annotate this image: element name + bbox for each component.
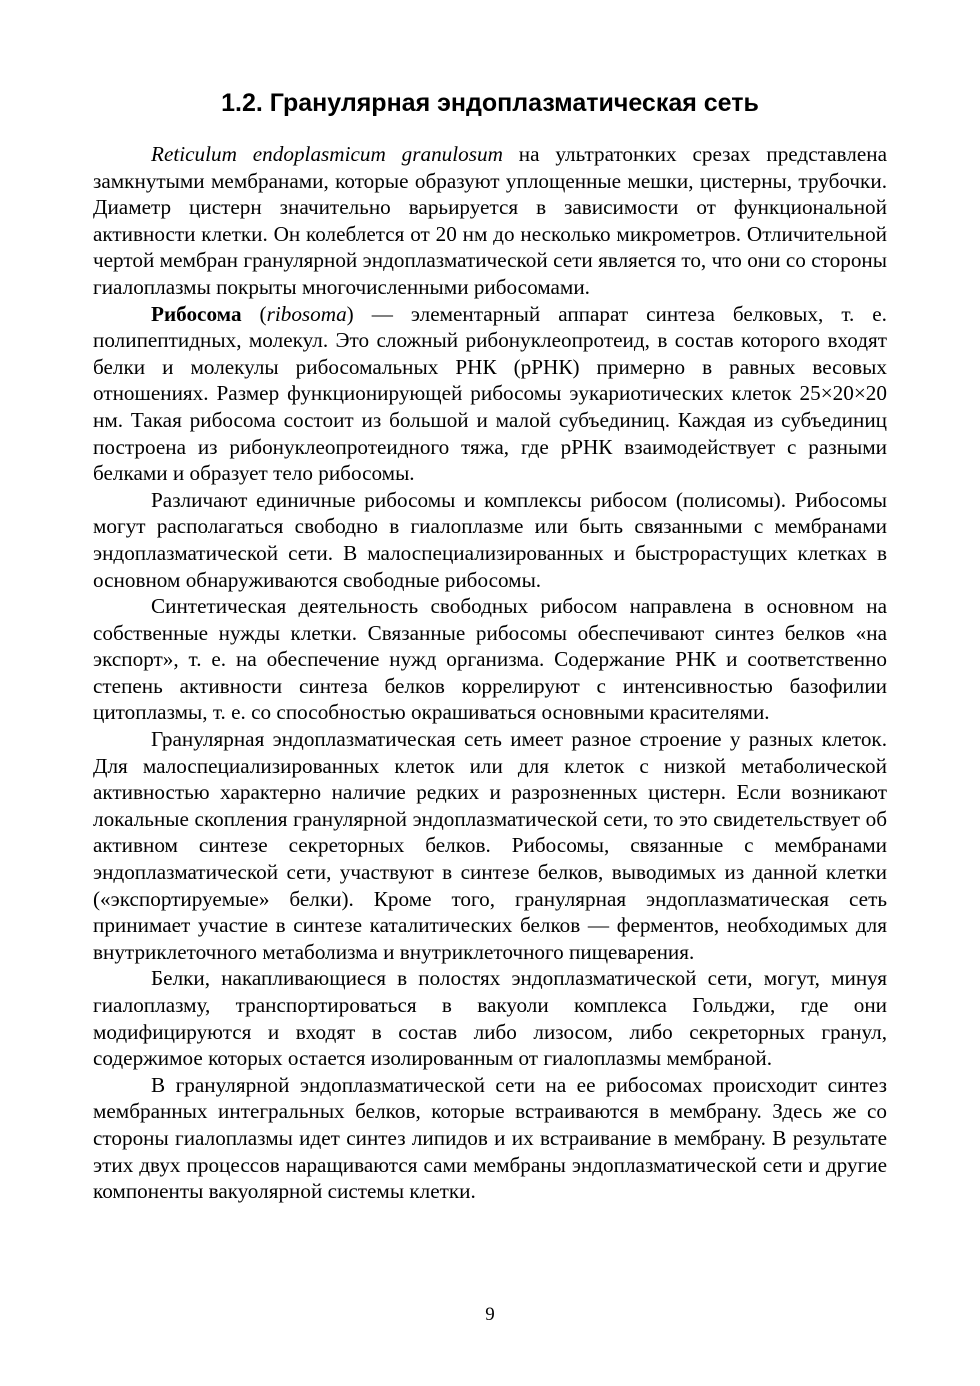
paragraph-ribosome <box>93 301 887 487</box>
paren-open: ( <box>241 301 267 326</box>
paragraph-membrane: В гранулярной эндоплазматической сети на ее рибосомах происходит синтез мембранных интегральных белков, которые встраиваются в мембрану. Здесь же со стороны гиалоплазмы идет синтез липидов и их встраивание в мембрану. В результате этих двух процессов наращиваются сами мембраны эндоплазматической сети и другие компоненты вакуолярной системы клетки. <box>93 1072 887 1204</box>
paragraph-synthesis: Синтетическая деятельность свободных рибосом направлена в основном на собственные нужды клетки. Связанные рибосомы обеспечивают синтез белков «на экспорт», т. е. на обеспечение нужд организма. Содержание РНК и соответственно степень активности синтеза белков коррелируют с интенсивностью базофилии цитоплазмы, т. е. со способностью окрашиваться основными красителями. <box>93 594 887 725</box>
paragraph-reticulum <box>93 141 887 301</box>
paragraph-golgi: Белки, накапливающиеся в полостях эндоплазматической сети, могут, минуя гиалоплазму, транспортироваться в вакуоли комплекса Гольджи, где они модифицируются и входят в состав либо лизосом, либо секреторных гранул, содержимое которых остается изолированным от гиалоплазмы мембраной. <box>93 966 887 1071</box>
paragraph-text: на ультратонких срезах представлена замкнутыми мембранами, которые образуют уплощенные мешки, цистерны, трубочки. Диаметр цистерн значительно варьируется в зависимости от функциональной активности клетки. Он колеблется от 20 нм до несколько микрометров. Отличительной чертой мембран гранулярной эндоплазматической сети является то, что они со стороны гиалоплазмы покрыты многочисленными рибосомами. <box>93 142 887 299</box>
paragraph-structure: Гранулярная эндоплазматическая сеть имеет разное строение у разных клеток. Для малоспециализированных клеток или для клеток с низкой метаболической активностью характерно наличие редких и разрозненных цистерн. Если возникают локальные скопления гранулярной эндоплазматической сети, то это свидетельствует об активном синтезе секреторных белков. Рибосомы, связанные с мембранами эндоплазматической сети, участвуют в синтезе белков, выводимых из данной клетки («экспортируемые» белки). Кроме того, гранулярная эндоплазматическая сеть принимает участие в синтезе каталитических белков — ферментов, необходимых для внутриклеточного метаболизма и внутриклеточного пищеварения. <box>93 727 887 964</box>
bold-term: Рибосома <box>151 301 242 326</box>
latin-term: Reticulum endoplasmicum granulosum <box>151 142 503 166</box>
latin-term: ribosoma <box>266 301 347 326</box>
page-number: 9 <box>485 1304 495 1325</box>
page-content <box>93 88 887 1205</box>
paragraph-polysomes: Различают единичные рибосомы и комплексы рибосом (полисомы). Рибосомы могут располагаться свободно в гиалоплазме или быть связанными с мембранами эндоплазматической сети. В малоспециализированных и быстрорастущих клетках в основном обнаруживаются свободные рибосомы. <box>93 487 887 592</box>
section-title: 1.2. Гранулярная эндоплазматическая сеть <box>221 89 759 117</box>
paragraph-text: ) — элементарный аппарат синтеза белковых, т. е. полипептидных, молекул. Это сложный рибонуклеопротеид, в состав которого входят белки и молекулы рибосомальных РНК (рРНК) примерно в равных весовых отношениях. Размер функционирующей рибосомы эукариотических клеток 25×20×20 нм. Такая рибосома состоит из большой и малой субъединиц. Каждая из субъединиц построена из рибонуклеопротеидного тяжа, где рРНК взаимодействует с разными белками и образует тело рибосомы. <box>93 301 887 486</box>
